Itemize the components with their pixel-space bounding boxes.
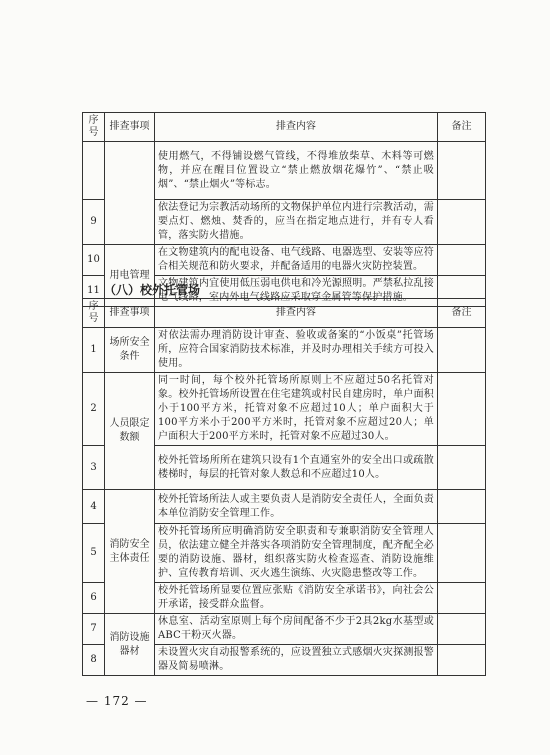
col-header-item: 排查事项 <box>105 299 155 328</box>
row-item: 消防安全主体责任 <box>105 490 155 614</box>
row-content: 校外托管场所显要位置应张贴《消防安全承诺书》，向社会公开承诺，接受群众监督。 <box>155 583 438 614</box>
table-row <box>83 490 486 524</box>
table-row <box>83 142 486 200</box>
row-note <box>438 200 486 245</box>
col-header-no: 序号 <box>83 299 105 328</box>
row-content: 使用燃气，不得铺设燃气管线，不得堆放柴草、木料等可燃物，并应在醒目位置设立“禁止燃放烟花爆竹”、“禁止吸烟”、“禁止烟火”等标志。 <box>155 142 438 200</box>
row-note <box>438 524 486 583</box>
row-no: 11 <box>83 276 105 307</box>
row-note <box>438 446 486 490</box>
section-title: （八）校外托管场 <box>104 283 201 297</box>
row-note <box>438 583 486 614</box>
col-header-no: 序号 <box>83 113 105 142</box>
table-header-row <box>83 113 486 142</box>
col-header-note: 备注 <box>438 113 486 142</box>
row-content: 在文物建筑内的配电设备、电气线路、电器选型、安装等应符合相关规范和防火要求，并配备适用的电器火灾防控装置。 <box>155 245 438 276</box>
row-note <box>438 645 486 676</box>
row-note <box>438 328 486 373</box>
row-item: 场所安全条件 <box>105 328 155 373</box>
row-content: 对依法需办理消防设计审查、验收或备案的“小饭桌”托管场所，应符合国家消防技术标准，并及时办理相关手续方可投入使用。 <box>155 328 438 373</box>
inspection-table-1 <box>82 112 486 307</box>
col-header-item: 排查事项 <box>105 113 155 142</box>
row-no: 6 <box>83 583 105 614</box>
row-content: 文物建筑内宜使用低压弱电供电和冷光源照明。严禁私拉乱接电气线路，室内外电气线路应采取穿金属管等保护措施。 <box>155 276 438 307</box>
row-no: 10 <box>83 245 105 276</box>
row-content: 同一时间，每个校外托管场所原则上不应超过50名托管对象。校外托管场所设置在住宅建筑或村民自建房时，单户面积小于100平方米，托管对象不应超过10人；单户面积大于100平方米小于200平方米时，托管对象不应超过20人；单户面积大于200平方米时，托管对象不应超过30人。 <box>155 373 438 446</box>
row-note <box>438 490 486 524</box>
row-no: 9 <box>83 200 105 245</box>
row-no: 2 <box>83 373 105 446</box>
table-row <box>83 614 486 645</box>
row-content: 休息室、活动室原则上每个房间配备不少于2具2kg水基型或ABC干粉灭火器。 <box>155 614 438 645</box>
col-header-note: 备注 <box>438 299 486 328</box>
table-row <box>83 328 486 373</box>
row-no: 8 <box>83 645 105 676</box>
row-note <box>438 245 486 276</box>
row-note <box>438 373 486 446</box>
row-no <box>83 142 105 200</box>
row-note <box>438 142 486 200</box>
inspection-table-2 <box>82 298 486 676</box>
row-no: 4 <box>83 490 105 524</box>
row-content: 校外托管场所法人或主要负责人是消防安全责任人，全面负责本单位消防安全管理工作。 <box>155 490 438 524</box>
table-row <box>83 245 486 276</box>
row-no: 7 <box>83 614 105 645</box>
row-content: 校外托管场所所在建筑只设有1个直通室外的安全出口或疏散楼梯时，每层的托管对象人数总和不应超过10人。 <box>155 446 438 490</box>
table-header-row <box>83 299 486 328</box>
row-item <box>105 142 155 245</box>
row-item: 消防设施器材 <box>105 614 155 676</box>
row-item: 人员限定数额 <box>105 373 155 490</box>
row-no: 3 <box>83 446 105 490</box>
table-row <box>83 373 486 446</box>
row-content: 校外托管场所应明确消防安全职责和专兼职消防安全管理人员，依法建立健全并落实各项消防安全管理制度，配齐配全必要的消防设施、器材，组织落实防火检查巡查、消防设施维护、宣传教育培训、灭火逃生演练、火灾隐患整改等工作。 <box>155 524 438 583</box>
page-number: — 172 — <box>86 694 148 708</box>
row-content: 未设置火灾自动报警系统的，应设置独立式感烟火灾探测报警器及简易喷淋。 <box>155 645 438 676</box>
col-header-content: 排查内容 <box>155 113 438 142</box>
row-content: 依法登记为宗教活动场所的文物保护单位内进行宗教活动，需要点灯、燃烛、焚香的，应当在指定地点进行，并有专人看管，落实防火措施。 <box>155 200 438 245</box>
row-note <box>438 614 486 645</box>
row-item: 用电管理 <box>105 245 155 307</box>
row-no: 5 <box>83 524 105 583</box>
col-header-content: 排查内容 <box>155 299 438 328</box>
row-no: 1 <box>83 328 105 373</box>
